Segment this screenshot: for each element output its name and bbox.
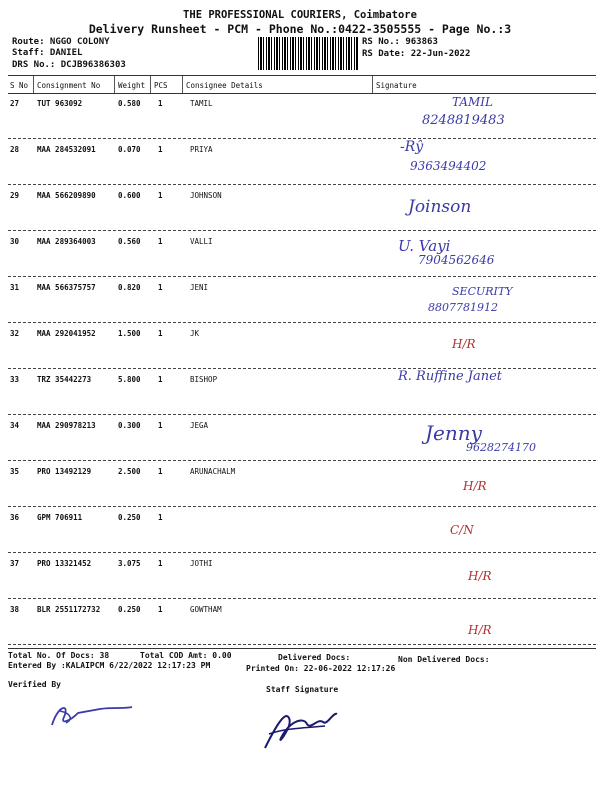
row-divider <box>8 506 596 507</box>
table-top-border <box>8 75 596 76</box>
column-divider <box>182 76 183 93</box>
row-signature-phone: 8807781912 <box>428 301 498 314</box>
row-pcs: 1 <box>158 329 163 338</box>
row-signature-text: H/R <box>468 623 492 637</box>
column-divider <box>150 76 151 93</box>
col-header-sno: S No <box>10 81 29 90</box>
row-signature-text: -Rŷ <box>400 139 424 155</box>
row-weight: 1.500 <box>118 329 141 338</box>
row-signature-text: H/R <box>452 337 476 351</box>
row-divider <box>8 276 596 277</box>
row-divider <box>8 368 596 369</box>
total-cod: Total COD Amt: 0.00 <box>140 651 232 660</box>
company-title: THE PROFESSIONAL COURIERS, Coimbatore <box>183 9 417 21</box>
row-consignee-name: VALLI <box>190 237 213 246</box>
staff-label: Staff: DANIEL <box>12 48 83 58</box>
row-consignee-name: JOTHI <box>190 559 213 568</box>
route-label: Route: NGGO COLONY <box>12 37 110 47</box>
row-divider <box>8 230 596 231</box>
row-weight: 0.250 <box>118 513 141 522</box>
row-sno: 38 <box>10 605 20 614</box>
row-consignment-no: MAA 290978213 <box>37 421 96 430</box>
row-consignee-name: PRIYA <box>190 145 213 154</box>
row-divider <box>8 138 596 139</box>
row-signature-text: Joinson <box>408 197 472 217</box>
row-consignee-name: JK <box>190 329 200 338</box>
row-signature-text: TAMIL <box>452 95 494 109</box>
row-consignment-no: MAA 284532091 <box>37 145 96 154</box>
total-docs: Total No. Of Docs: 38 <box>8 651 110 660</box>
row-weight: 0.250 <box>118 605 141 614</box>
row-signature-phone: 9363494402 <box>410 159 487 173</box>
row-weight: 0.300 <box>118 421 141 430</box>
runsheet-subtitle: Delivery Runsheet - PCM - Phone No.:0422-3505555 - Page No.:3 <box>88 22 512 36</box>
row-divider <box>8 598 596 599</box>
row-signature-text: SECURITY <box>452 285 513 298</box>
non-delivered-docs: Non Delivered Docs: <box>398 655 490 664</box>
row-consignment-no: MAA 289364003 <box>37 237 96 246</box>
verifier-signature <box>40 695 140 735</box>
barcode <box>258 37 358 70</box>
row-consignment-no: TUT 963092 <box>37 99 83 108</box>
row-weight: 2.500 <box>118 467 141 476</box>
row-pcs: 1 <box>158 467 163 476</box>
row-signature-phone: 8248819483 <box>422 113 505 128</box>
row-signature-text: H/R <box>463 479 487 493</box>
row-signature-text: R. Ruffine Janet <box>398 369 503 384</box>
row-weight: 0.580 <box>118 99 141 108</box>
row-pcs: 1 <box>158 513 163 522</box>
row-consignee-name: ARUNACHALM <box>190 467 236 476</box>
row-weight: 0.600 <box>118 191 141 200</box>
staff-signature-label: Staff Signature <box>266 685 339 694</box>
row-divider <box>8 184 596 185</box>
column-divider <box>33 76 34 93</box>
row-consignee-name: JEGA <box>190 421 209 430</box>
row-pcs: 1 <box>158 605 163 614</box>
row-consignee-name: TAMIL <box>190 99 213 108</box>
row-divider <box>8 460 596 461</box>
row-divider <box>8 644 596 645</box>
row-weight: 3.075 <box>118 559 141 568</box>
row-weight: 0.820 <box>118 283 141 292</box>
row-sno: 28 <box>10 145 20 154</box>
row-sno: 36 <box>10 513 20 522</box>
col-header-signature: Signature <box>376 81 417 90</box>
delivered-docs: Delivered Docs: <box>278 653 351 662</box>
row-pcs: 1 <box>158 191 163 200</box>
row-sno: 30 <box>10 237 20 246</box>
row-divider <box>8 552 596 553</box>
row-weight: 0.070 <box>118 145 141 154</box>
row-signature-text: U. Vayi <box>398 237 451 255</box>
verified-by-label: Verified By <box>8 680 61 689</box>
row-sno: 33 <box>10 375 20 384</box>
row-pcs: 1 <box>158 421 163 430</box>
row-sno: 29 <box>10 191 20 200</box>
rs-number: RS No.: 963863 <box>362 37 438 47</box>
col-header-consignment: Consignment No <box>37 81 101 90</box>
row-consignment-no: BLR 2551172732 <box>37 605 101 614</box>
row-sno: 35 <box>10 467 20 476</box>
column-divider <box>114 76 115 93</box>
row-signature-phone: 7904562646 <box>418 253 495 267</box>
row-pcs: 1 <box>158 375 163 384</box>
col-header-weight: Weight <box>118 81 146 90</box>
row-divider <box>8 322 596 323</box>
row-pcs: 1 <box>158 99 163 108</box>
staff-signature <box>255 698 345 758</box>
row-sno: 37 <box>10 559 20 568</box>
col-header-pcs: PCS <box>154 81 168 90</box>
row-consignee-name: GOWTHAM <box>190 605 222 614</box>
row-consignee-name: JENI <box>190 283 209 292</box>
row-consignee-name: JOHNSON <box>190 191 222 200</box>
row-sno: 27 <box>10 99 20 108</box>
row-signature-phone: 9628274170 <box>466 441 536 454</box>
row-consignment-no: PRO 13321452 <box>37 559 92 568</box>
rs-date: RS Date: 22-Jun-2022 <box>362 49 471 59</box>
drs-number: DRS No.: DCJB96386303 <box>12 60 126 70</box>
printed-on: Printed On: 22-06-2022 12:17:26 <box>246 664 396 673</box>
row-consignment-no: MAA 292041952 <box>37 329 96 338</box>
row-divider <box>8 414 596 415</box>
row-signature-text: H/R <box>468 569 492 583</box>
row-consignment-no: MAA 566209890 <box>37 191 96 200</box>
row-sno: 31 <box>10 283 20 292</box>
column-divider <box>372 76 373 93</box>
row-consignee-name: BISHOP <box>190 375 218 384</box>
table-bottom-border <box>8 648 596 649</box>
entered-by: Entered By :KALAIPCM 6/22/2022 12:17:23 PM <box>8 661 211 670</box>
row-consignment-no: PRO 13492129 <box>37 467 92 476</box>
row-consignment-no: MAA 566375757 <box>37 283 96 292</box>
row-sno: 32 <box>10 329 20 338</box>
row-pcs: 1 <box>158 145 163 154</box>
table-header-border <box>8 93 596 94</box>
row-pcs: 1 <box>158 283 163 292</box>
col-header-consignee: Consignee Details <box>186 81 263 90</box>
row-signature-text: Jenny <box>425 421 482 445</box>
row-sno: 34 <box>10 421 20 430</box>
row-weight: 0.560 <box>118 237 141 246</box>
row-signature-text: C/N <box>450 523 474 537</box>
row-pcs: 1 <box>158 559 163 568</box>
row-consignment-no: GPM 706911 <box>37 513 83 522</box>
row-pcs: 1 <box>158 237 163 246</box>
row-weight: 5.800 <box>118 375 141 384</box>
row-consignment-no: TRZ 35442273 <box>37 375 92 384</box>
